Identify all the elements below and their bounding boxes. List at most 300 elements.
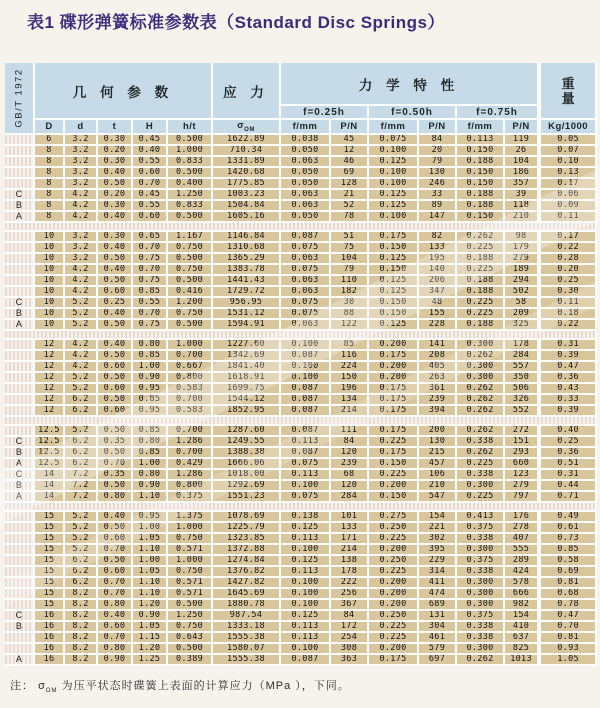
cell: 293 [505,448,539,459]
cell: 0.31 [539,340,597,351]
col-kg-per-1000: Kg/1000 [539,120,597,135]
cell: 48 [419,298,457,309]
cell: 394 [419,406,457,417]
cell: 0.225 [369,470,419,481]
cell: 0.60 [98,534,133,545]
cell: 0.571 [168,578,213,589]
cell: 195 [419,254,457,265]
row-class-label [5,146,35,157]
cell: 0.413 [457,512,505,523]
cell: 0.30 [98,232,133,243]
header-weight-bottom: 量 [561,90,575,106]
cell: 0.70 [98,545,133,556]
cell: 3.2 [65,243,98,254]
cell: 0.33 [539,395,597,406]
cell: 3.2 [65,179,98,190]
cell: 0.225 [457,265,505,276]
cell: 0.250 [369,611,419,622]
cell: 1729.72 [213,287,281,298]
cell: 6.2 [65,567,98,578]
cell: 14 [35,492,65,503]
cell: 0.087 [281,448,331,459]
cell: 12 [35,373,65,384]
cell: 120 [331,481,369,492]
cell: 8 [35,212,65,223]
cell: 0.075 [369,135,419,146]
cell: 0.50 [98,320,133,331]
cell: 0.175 [369,232,419,243]
cell: 0.750 [168,567,213,578]
cell: 1.250 [168,611,213,622]
cell: 119 [505,135,539,146]
cell: 0.60 [98,287,133,298]
cell: 8 [35,168,65,179]
cell: 0.113 [281,437,331,448]
cell: 98 [505,232,539,243]
cell: 0.087 [281,426,331,437]
cell: 210 [505,212,539,223]
cell: 0.050 [281,212,331,223]
cell: 0.225 [369,622,419,633]
table-row [5,254,597,265]
cell: 0.038 [281,135,331,146]
cell: 1323.85 [213,534,281,545]
cell: 0.09 [539,201,597,212]
table-row [5,633,597,644]
cell: 0.40 [133,146,168,157]
cell: 5.2 [65,384,98,395]
cell: 474 [419,589,457,600]
cell: 3.2 [65,232,98,243]
col-p-n-025: P/N [331,120,369,135]
cell: 0.200 [369,578,419,589]
cell: 16 [35,633,65,644]
cell: 116 [331,351,369,362]
cell: 12.5 [35,448,65,459]
cell: 154 [419,512,457,523]
table-row [5,232,597,243]
cell: 1287.60 [213,426,281,437]
cell: 982 [505,600,539,611]
cell: 0.100 [281,600,331,611]
cell: 6.2 [65,395,98,406]
cell: 1018.00 [213,470,281,481]
cell: 133 [331,523,369,534]
cell: 10 [35,298,65,309]
cell: 502 [505,287,539,298]
cell: 0.200 [369,545,419,556]
cell: 0.40 [98,168,133,179]
cell: 797 [505,492,539,503]
cell: 0.150 [369,492,419,503]
row-class-label [5,644,35,655]
cell: 0.39 [539,406,597,417]
header-f025h: f=0.25h [281,106,369,120]
row-class-label: B [5,201,35,212]
cell: 7.2 [65,481,98,492]
cell: 0.700 [168,448,213,459]
cell: 1441.43 [213,276,281,287]
cell: 46 [331,157,369,168]
cell: 1078.69 [213,512,281,523]
cell: 0.45 [133,190,168,201]
cell: 214 [331,406,369,417]
cell: 0.113 [281,633,331,644]
cell: 0.125 [369,201,419,212]
cell: 1555.38 [213,633,281,644]
cell: 294 [505,276,539,287]
cell: 6.2 [65,459,98,470]
footnote-sigma-sub: OM [45,688,58,695]
cell: 16 [35,622,65,633]
cell: 0.571 [168,589,213,600]
col-t: t [98,120,133,135]
cell: 0.075 [281,459,331,470]
cell: 138 [331,556,369,567]
cell: 0.113 [281,567,331,578]
row-class-label [5,135,35,146]
row-class-label: A [5,320,35,331]
cell: 0.050 [281,146,331,157]
cell: 5.2 [65,523,98,534]
cell: 0.833 [168,157,213,168]
cell: 0.81 [539,578,597,589]
cell: 1699.75 [213,384,281,395]
cell: 1580.07 [213,644,281,655]
cell: 0.225 [369,633,419,644]
cell: 12.5 [35,459,65,470]
cell: 0.70 [98,459,133,470]
cell: 0.90 [133,481,168,492]
cell: 0.90 [133,373,168,384]
table-row [5,644,597,655]
cell: 182 [331,287,369,298]
cell: 0.375 [457,556,505,567]
cell: 0.300 [457,362,505,373]
table-row [5,320,597,331]
row-class-label [5,276,35,287]
table-row [5,265,597,276]
cell: 0.61 [539,523,597,534]
row-class-label: C [5,190,35,201]
cell: 0.60 [133,212,168,223]
cell: 0.40 [98,265,133,276]
cell: 1775.85 [213,179,281,190]
cell: 0.700 [168,351,213,362]
cell: 0.250 [369,556,419,567]
cell: 1841.40 [213,362,281,373]
cell: 0.30 [539,287,597,298]
cell: 0.81 [539,633,597,644]
cell: 308 [331,644,369,655]
cell: 1594.91 [213,320,281,331]
row-class-label: A [5,655,35,666]
cell: 0.60 [98,622,133,633]
cell: 210 [419,481,457,492]
cell: 5.2 [65,309,98,320]
table-row [5,406,597,417]
row-class-label [5,578,35,589]
separator-cell [5,331,597,340]
cell: 637 [505,633,539,644]
cell: 0.500 [168,212,213,223]
cell: 0.100 [281,362,331,373]
cell: 12 [35,351,65,362]
table-row [5,157,597,168]
cell: 0.113 [281,470,331,481]
cell: 16 [35,611,65,622]
cell: 0.25 [539,437,597,448]
row-class-label [5,157,35,168]
cell: 0.075 [281,298,331,309]
cell: 0.47 [539,362,597,373]
cell: 84 [419,135,457,146]
cell: 0.150 [457,212,505,223]
cell: 0.087 [281,384,331,395]
row-class-label [5,340,35,351]
cell: 0.22 [539,243,597,254]
cell: 0.50 [98,481,133,492]
cell: 110 [331,276,369,287]
cell: 0.11 [539,212,597,223]
col-f-mm-075: f/mm [457,120,505,135]
cell: 0.40 [98,611,133,622]
cell: 0.44 [539,481,597,492]
cell: 289 [505,556,539,567]
cell: 254 [331,633,369,644]
cell: 0.087 [281,395,331,406]
cell: 0.51 [539,459,597,470]
table-row [5,545,597,556]
table-row [5,426,597,437]
cell: 1852.95 [213,406,281,417]
cell: 0.225 [457,298,505,309]
cell: 0.50 [98,254,133,265]
table-row [5,611,597,622]
cell: 78 [331,212,369,223]
row-class-label: B [5,622,35,633]
cell: 134 [331,395,369,406]
cell: 10 [35,243,65,254]
cell: 0.80 [133,437,168,448]
cell: 0.175 [369,655,419,666]
cell: 246 [419,179,457,190]
cell: 1.00 [133,556,168,567]
col-p-n-050: P/N [419,120,457,135]
cell: 0.087 [281,406,331,417]
header-weight-top: 重 [561,75,575,91]
cell: 0.250 [369,523,419,534]
cell: 506 [505,384,539,395]
cell: 278 [505,523,539,534]
table-row [5,481,597,492]
cell: 1420.68 [213,168,281,179]
cell: 0.416 [168,287,213,298]
table-row [5,395,597,406]
cell: 0.063 [281,201,331,212]
row-class-label: A [5,492,35,503]
col-h-over-t: h/t [168,120,213,135]
cell: 0.188 [457,190,505,201]
cell: 660 [505,459,539,470]
cell: 3.2 [65,157,98,168]
table-row [5,492,597,503]
cell: 0.225 [369,437,419,448]
cell: 0.175 [369,395,419,406]
cell: 1249.55 [213,437,281,448]
row-class-label [5,523,35,534]
footnote-prefix: 注： [10,679,34,692]
cell: 5.2 [65,534,98,545]
cell: 6.2 [65,406,98,417]
cell: 0.175 [369,351,419,362]
cell: 0.075 [281,265,331,276]
cell: 0.60 [98,406,133,417]
cell: 111 [331,426,369,437]
table-row [5,243,597,254]
cell: 0.85 [133,426,168,437]
cell: 79 [419,157,457,168]
cell: 0.750 [168,309,213,320]
cell: 0.500 [168,168,213,179]
cell: 0.200 [369,600,419,611]
cell: 1.00 [133,459,168,470]
cell: 0.338 [457,437,505,448]
cell: 206 [419,276,457,287]
cell: 0.100 [281,373,331,384]
group-separator [5,503,597,512]
cell: 0.70 [133,309,168,320]
cell: 350 [505,373,539,384]
cell: 16 [35,644,65,655]
row-class-label [5,168,35,179]
cell: 0.100 [281,481,331,492]
table-row [5,340,597,351]
table-row [5,437,597,448]
cell: 239 [419,395,457,406]
cell: 0.85 [133,395,168,406]
cell: 0.338 [457,633,505,644]
cell: 4.2 [65,362,98,373]
cell: 0.100 [369,146,419,157]
cell: 0.60 [133,168,168,179]
cell: 101 [331,512,369,523]
col-D: D [35,120,65,135]
table-row [5,578,597,589]
cell: 1.10 [133,492,168,503]
cell: 118 [505,201,539,212]
cell: 208 [419,351,457,362]
cell: 284 [331,492,369,503]
cell: 8 [35,157,65,168]
cell: 279 [505,254,539,265]
cell: 8.2 [65,644,98,655]
cell: 75 [331,243,369,254]
cell: 15 [35,567,65,578]
cell: 0.125 [369,320,419,331]
cell: 0.150 [369,459,419,470]
group-separator [5,417,597,426]
cell: 0.100 [281,545,331,556]
header-mechanical: 力 学 特 性 [281,63,539,106]
cell: 0.80 [98,644,133,655]
cell: 424 [505,567,539,578]
cell: 956.95 [213,298,281,309]
cell: 15 [35,512,65,523]
cell: 0.150 [369,298,419,309]
table-row [5,168,597,179]
cell: 1.000 [168,146,213,157]
cell: 0.063 [281,254,331,265]
cell: 1.05 [133,622,168,633]
cell: 0.175 [369,406,419,417]
table-row [5,179,597,190]
cell: 1225.79 [213,523,281,534]
cell: 0.389 [168,655,213,666]
cell: 222 [331,578,369,589]
row-class-label [5,406,35,417]
cell: 178 [331,567,369,578]
cell: 1372.88 [213,545,281,556]
cell: 1146.84 [213,232,281,243]
cell: 6.2 [65,437,98,448]
cell: 8.2 [65,589,98,600]
cell: 10 [35,276,65,287]
cell: 0.17 [539,232,597,243]
cell: 1376.82 [213,567,281,578]
cell: 0.90 [133,611,168,622]
cell: 0.500 [168,276,213,287]
cell: 1.10 [133,589,168,600]
cell: 21 [331,190,369,201]
cell: 1551.23 [213,492,281,503]
cell: 68 [331,470,369,481]
cell: 0.43 [539,384,597,395]
row-class-label: C [5,470,35,481]
cell: 578 [505,578,539,589]
cell: 0.40 [98,212,133,223]
cell: 0.40 [98,309,133,320]
cell: 0.150 [369,265,419,276]
separator-cell [5,223,597,232]
table-row [5,534,597,545]
cell: 176 [505,512,539,523]
cell: 0.50 [98,426,133,437]
cell: 1.250 [168,190,213,201]
row-class-label [5,589,35,600]
cell: 128 [331,179,369,190]
table-row [5,373,597,384]
cell: 0.80 [98,600,133,611]
cell: 130 [419,168,457,179]
cell: 1013 [505,655,539,666]
cell: 0.36 [539,448,597,459]
cell: 0.68 [539,589,597,600]
cell: 0.70 [539,622,597,633]
cell: 3.2 [65,135,98,146]
group-separator [5,331,597,340]
cell: 0.17 [539,179,597,190]
cell: 0.200 [369,481,419,492]
cell: 1.05 [133,567,168,578]
row-class-label [5,556,35,567]
cell: 15 [35,589,65,600]
cell: 1274.84 [213,556,281,567]
cell: 0.200 [369,340,419,351]
cell: 7.2 [65,470,98,481]
cell: 133 [419,243,457,254]
cell: 0.100 [369,179,419,190]
